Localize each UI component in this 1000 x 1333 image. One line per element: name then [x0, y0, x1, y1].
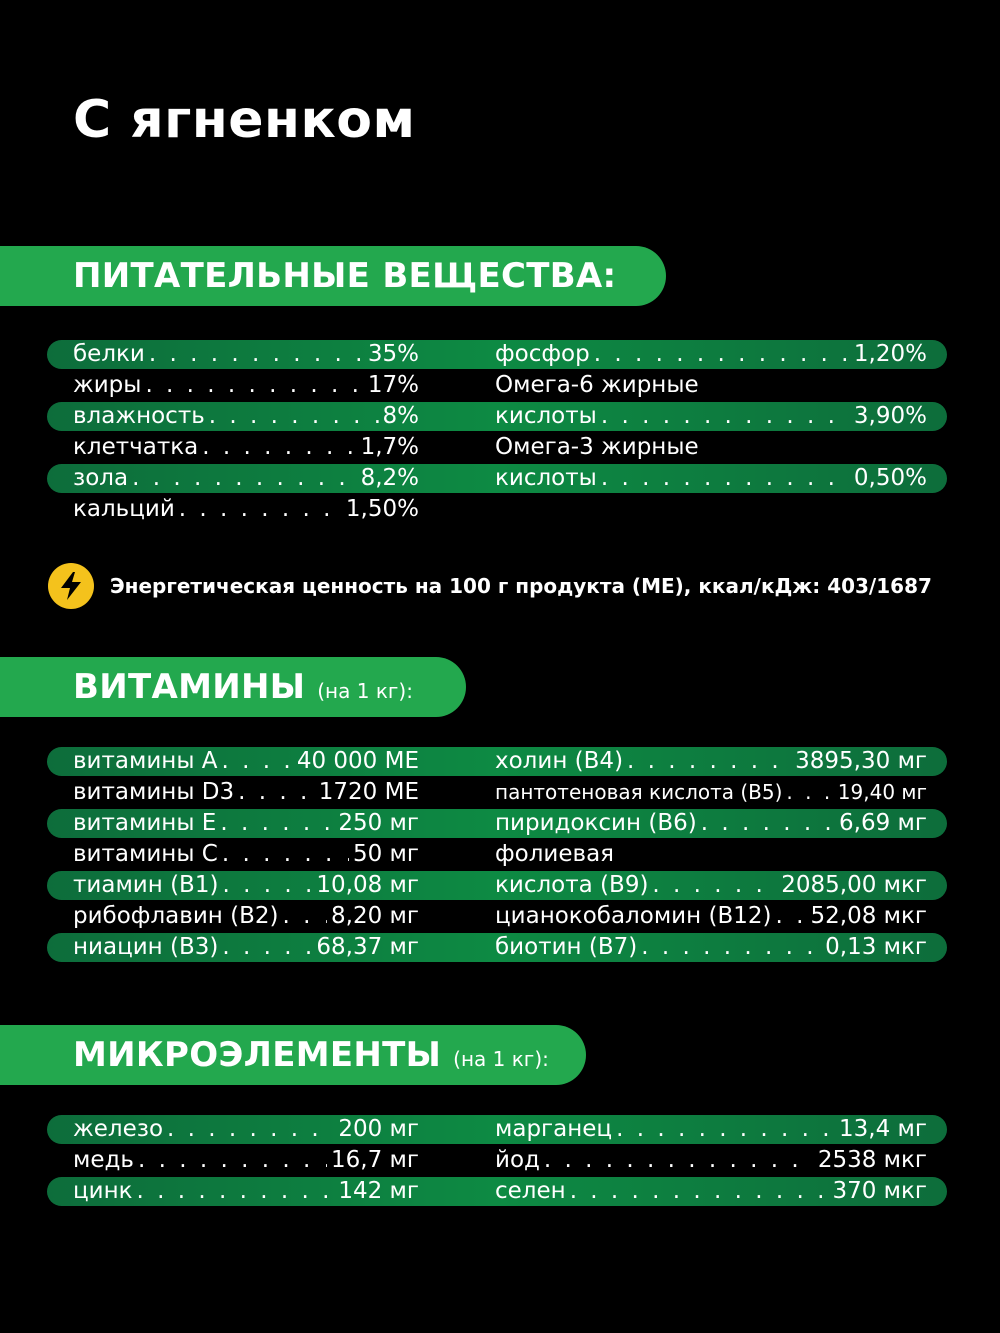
- leader-dots: [616, 1114, 835, 1145]
- leader-dots: [149, 339, 364, 370]
- vitamin-value: 0,13 мкг: [825, 934, 927, 960]
- mineral-row: [495, 1114, 927, 1145]
- nutrient-row: [73, 401, 419, 432]
- nutrient-row: [73, 339, 419, 370]
- nutrient-row: [495, 401, 927, 432]
- leader-dots: [282, 901, 327, 932]
- vitamins-heading: ВИТАМИНЫ: [73, 667, 306, 707]
- vitamin-row: [495, 808, 927, 839]
- nutrients-heading: ПИТАТЕЛЬНЫЕ ВЕЩЕСТВА:: [73, 256, 617, 296]
- leader-dots: [132, 463, 356, 494]
- vitamin-label: пиридоксин (В6): [495, 810, 697, 836]
- vitamin-value: 1720 МЕ: [318, 779, 419, 805]
- leader-dots: [222, 746, 293, 777]
- mineral-label: марганец: [495, 1116, 613, 1142]
- mineral-label: медь: [73, 1147, 134, 1173]
- vitamin-label: холин (В4): [495, 748, 624, 774]
- nutrient-row: [495, 370, 927, 401]
- vitamin-value: 3895,30 мг: [795, 748, 927, 774]
- nutrient-label: кальций: [73, 496, 175, 522]
- leader-dots: [641, 932, 821, 963]
- leader-dots: [222, 932, 312, 963]
- mineral-row: [73, 1176, 419, 1207]
- vitamin-row: [495, 870, 927, 901]
- leader-dots: [138, 1145, 327, 1176]
- nutrient-label: кислоты: [495, 403, 597, 429]
- vitamin-label: пантотеновая кислота (В5): [495, 780, 783, 804]
- page-title: С ягненком: [73, 90, 416, 150]
- nutrient-value: 8,2%: [360, 465, 419, 491]
- leader-dots: [137, 1176, 335, 1207]
- vitamin-row: [73, 808, 419, 839]
- vitamin-label: витамины Е: [73, 810, 217, 836]
- nutrient-value: 0,50%: [853, 465, 927, 491]
- leader-dots: [570, 1176, 829, 1207]
- nutrient-value: 1,20%: [853, 341, 927, 367]
- mineral-value: 16,7 мг: [331, 1147, 419, 1173]
- nutrient-label: зола: [73, 465, 129, 491]
- lightning-icon: [48, 563, 94, 609]
- mineral-row: [73, 1114, 419, 1145]
- vitamin-value: 52,08 мкг: [810, 903, 927, 929]
- leader-dots: [601, 463, 850, 494]
- mineral-row: [73, 1145, 419, 1176]
- vitamin-row: [73, 777, 419, 808]
- leader-dots: [627, 746, 791, 777]
- minerals-heading: МИКРОЭЛЕМЕНТЫ: [73, 1035, 442, 1075]
- vitamin-label: ниацин (В3): [73, 934, 219, 960]
- vitamins-banner: [0, 657, 466, 717]
- vitamin-label: тиамин (В1): [73, 872, 219, 898]
- leader-dots: [167, 1114, 334, 1145]
- mineral-label: цинк: [73, 1178, 133, 1204]
- vitamin-row: [495, 932, 927, 963]
- leader-dots: [786, 777, 833, 808]
- nutrient-row: [73, 370, 419, 401]
- nutrient-row: [73, 432, 419, 463]
- leader-dots: [202, 432, 356, 463]
- vitamin-label: витамины С: [73, 841, 218, 867]
- leader-dots: [652, 870, 777, 901]
- vitamin-row: [495, 746, 927, 777]
- leader-dots: [145, 370, 363, 401]
- mineral-value: 13,4 мг: [839, 1116, 927, 1142]
- leader-dots: [775, 901, 806, 932]
- vitamins-subheading: (на 1 кг):: [317, 679, 413, 703]
- nutrient-row: [495, 463, 927, 494]
- energy-text: Энергетическая ценность на 100 г продукта (МЕ), ккал/кДж: 403/1687: [110, 574, 932, 598]
- mineral-value: 370 мкг: [832, 1178, 927, 1204]
- vitamin-value: 40 000 МЕ: [296, 748, 419, 774]
- nutrient-value: 8%: [382, 403, 419, 429]
- vitamin-label: витамины А: [73, 748, 218, 774]
- vitamin-value: 50 мг: [352, 841, 419, 867]
- leader-dots: [222, 870, 312, 901]
- nutrient-label: фосфор: [495, 341, 590, 367]
- vitamin-value: 10,08 мг: [316, 872, 419, 898]
- vitamin-value: 19,40 мг: [837, 780, 927, 804]
- mineral-label: йод: [495, 1147, 540, 1173]
- vitamin-row: [73, 746, 419, 777]
- vitamin-row: [495, 777, 927, 808]
- mineral-row: [495, 1145, 927, 1176]
- nutrient-row: [73, 463, 419, 494]
- vitamin-label: цианокобаломин (В12): [495, 903, 772, 929]
- vitamin-value: 2085,00 мкг: [781, 872, 927, 898]
- vitamin-label: рибофлавин (В2): [73, 903, 279, 929]
- vitamin-value: 68,37 мг: [316, 934, 419, 960]
- nutrient-label: влажность: [73, 403, 205, 429]
- vitamin-row: [495, 839, 927, 870]
- vitamin-row: [73, 839, 419, 870]
- nutrient-row: [495, 339, 927, 370]
- vitamin-row: [73, 870, 419, 901]
- minerals-subheading: (на 1 кг):: [453, 1047, 549, 1071]
- nutrient-value: 17%: [367, 372, 419, 398]
- nutrient-value: 3,90%: [853, 403, 927, 429]
- leader-dots: [222, 839, 349, 870]
- vitamin-value: 250 мг: [338, 810, 419, 836]
- leader-dots: [209, 401, 379, 432]
- mineral-label: железо: [73, 1116, 164, 1142]
- mineral-value: 142 мг: [338, 1178, 419, 1204]
- vitamin-row: [495, 901, 927, 932]
- nutrient-label: Омега-6 жирные: [495, 372, 699, 398]
- nutrient-label: жиры: [73, 372, 142, 398]
- vitamin-label: витамины D3: [73, 779, 235, 805]
- nutrients-banner: [0, 246, 666, 306]
- mineral-value: 200 мг: [338, 1116, 419, 1142]
- vitamin-row: [73, 901, 419, 932]
- nutrient-label: Омега-3 жирные: [495, 434, 699, 460]
- vitamin-row: [73, 932, 419, 963]
- leader-dots: [179, 494, 342, 525]
- vitamin-label: биотин (В7): [495, 934, 638, 960]
- leader-dots: [544, 1145, 814, 1176]
- nutrient-value: 1,7%: [360, 434, 419, 460]
- mineral-row: [495, 1176, 927, 1207]
- leader-dots: [601, 401, 850, 432]
- nutrient-label: клетчатка: [73, 434, 199, 460]
- leader-dots: [220, 808, 334, 839]
- leader-dots: [594, 339, 850, 370]
- minerals-banner: [0, 1025, 586, 1085]
- leader-dots: [701, 808, 835, 839]
- nutrient-row: [73, 494, 419, 525]
- nutrient-row: [495, 432, 927, 463]
- vitamin-value: 6,69 мг: [839, 810, 927, 836]
- mineral-value: 2538 мкг: [817, 1147, 927, 1173]
- vitamin-label: кислота (В9): [495, 872, 649, 898]
- mineral-label: селен: [495, 1178, 566, 1204]
- vitamin-label: фолиевая: [495, 841, 615, 867]
- vitamin-value: 8,20 мг: [331, 903, 419, 929]
- nutrient-value: 1,50%: [345, 496, 419, 522]
- nutrient-value: 35%: [367, 341, 419, 367]
- energy-info: [48, 563, 932, 609]
- leader-dots: [238, 777, 315, 808]
- nutrient-label: белки: [73, 341, 145, 367]
- nutrient-label: кислоты: [495, 465, 597, 491]
